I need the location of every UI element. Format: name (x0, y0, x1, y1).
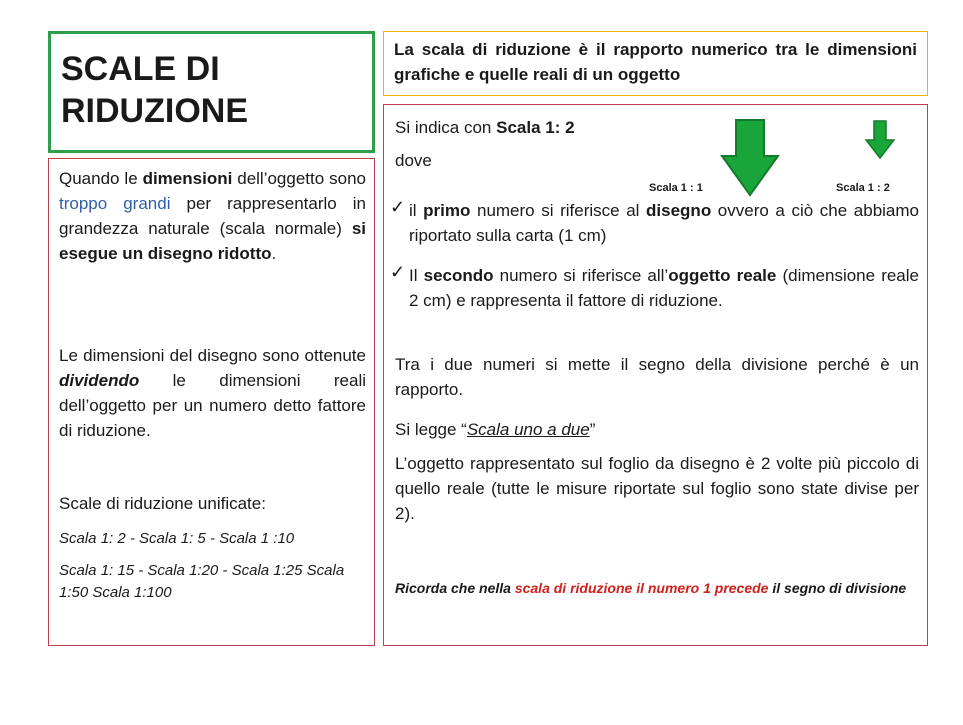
text: ” (589, 420, 596, 439)
text: Quando le (59, 169, 143, 188)
left-scale-list-2: Scala 1: 15 - Scala 1:20 - Scala 1:25 Scala 1:50 Scala 1:100 (59, 562, 345, 601)
text: il (409, 201, 424, 220)
right-panel (383, 104, 928, 646)
text: per rappresentarlo in grandezza naturale (scala normale) (59, 194, 367, 238)
emphasis: si esegue un disegno ridotto (59, 219, 366, 263)
checkmark-icon: ✓ (390, 197, 406, 217)
highlight-red: scala di riduzione il numero 1 precede (514, 580, 769, 596)
emphasis: dimensioni (142, 169, 233, 188)
text: ovvero a ciò che abbiamo riportato sulla carta (1 cm) (409, 201, 920, 245)
emphasis: oggetto reale (668, 266, 777, 285)
emphasis: Scala 1: 2 (496, 118, 575, 137)
reminder-note (395, 576, 919, 600)
left-paragraph-2 (59, 343, 366, 443)
right-paragraph-3: Tra i due numeri si mette il segno della divisione perché è un rapporto. (395, 355, 919, 399)
text: Le dimensioni del disegno sono ottenute (59, 346, 366, 365)
big-arrow-down-icon (719, 118, 781, 198)
right-paragraph-5: L’oggetto rappresentato sul foglio da disegno è 2 volte più piccolo di quello reale (tutte le misure riportate sul foglio sono state divise per 2). (395, 454, 919, 523)
left-paragraph-1 (59, 166, 366, 266)
right-line-1 (395, 115, 575, 140)
text: dell’oggetto sono (232, 169, 366, 188)
text: Il (409, 266, 424, 285)
checkmark-icon: ✓ (390, 262, 406, 282)
definition-box (383, 31, 928, 96)
title-line-1: SCALE DI (61, 50, 220, 88)
text: Si legge “ (395, 420, 467, 439)
emphasis: primo (423, 201, 471, 220)
text: (dimensione reale 2 cm) e rappresenta il fattore di riduzione. (409, 266, 919, 310)
small-arrow-down-icon (865, 120, 895, 160)
emphasis: disegno (646, 201, 712, 220)
left-scale-list-1: Scala 1: 2 - Scala 1: 5 - Scala 1 :10 (59, 530, 295, 547)
left-paragraph-3: Scale di riduzione unificate: (59, 494, 266, 513)
right-bullet-1 (409, 198, 919, 248)
emphasis: secondo (423, 266, 494, 285)
right-line-2: dove (395, 151, 432, 170)
arrow-label-right: Scala 1 : 2 (836, 182, 890, 194)
right-paragraph-4 (395, 417, 919, 442)
emphasis: dividendo (59, 371, 140, 390)
left-panel (48, 158, 375, 646)
title-line-2: RIDUZIONE (61, 92, 248, 130)
text: . (271, 244, 277, 263)
page-title (61, 48, 248, 132)
definition-text: La scala di riduzione è il rapporto numerico tra le dimensioni grafiche e quelle reali di un oggetto (394, 40, 917, 84)
text: Si indica con (395, 118, 497, 137)
text: il segno di divisione (768, 580, 907, 596)
text: Ricorda che nella (395, 580, 515, 596)
title-box (48, 31, 375, 153)
arrow-label-left: Scala 1 : 1 (649, 182, 703, 194)
right-bullet-2 (409, 263, 919, 313)
text: numero si riferisce all’ (493, 266, 669, 285)
highlight-blue: troppo grandi (59, 194, 171, 213)
text: numero si riferisce al (470, 201, 647, 220)
text: le dimensioni reali dell’oggetto per un numero detto fattore di riduzione. (59, 371, 366, 440)
emphasis: Scala uno a due (466, 420, 590, 439)
